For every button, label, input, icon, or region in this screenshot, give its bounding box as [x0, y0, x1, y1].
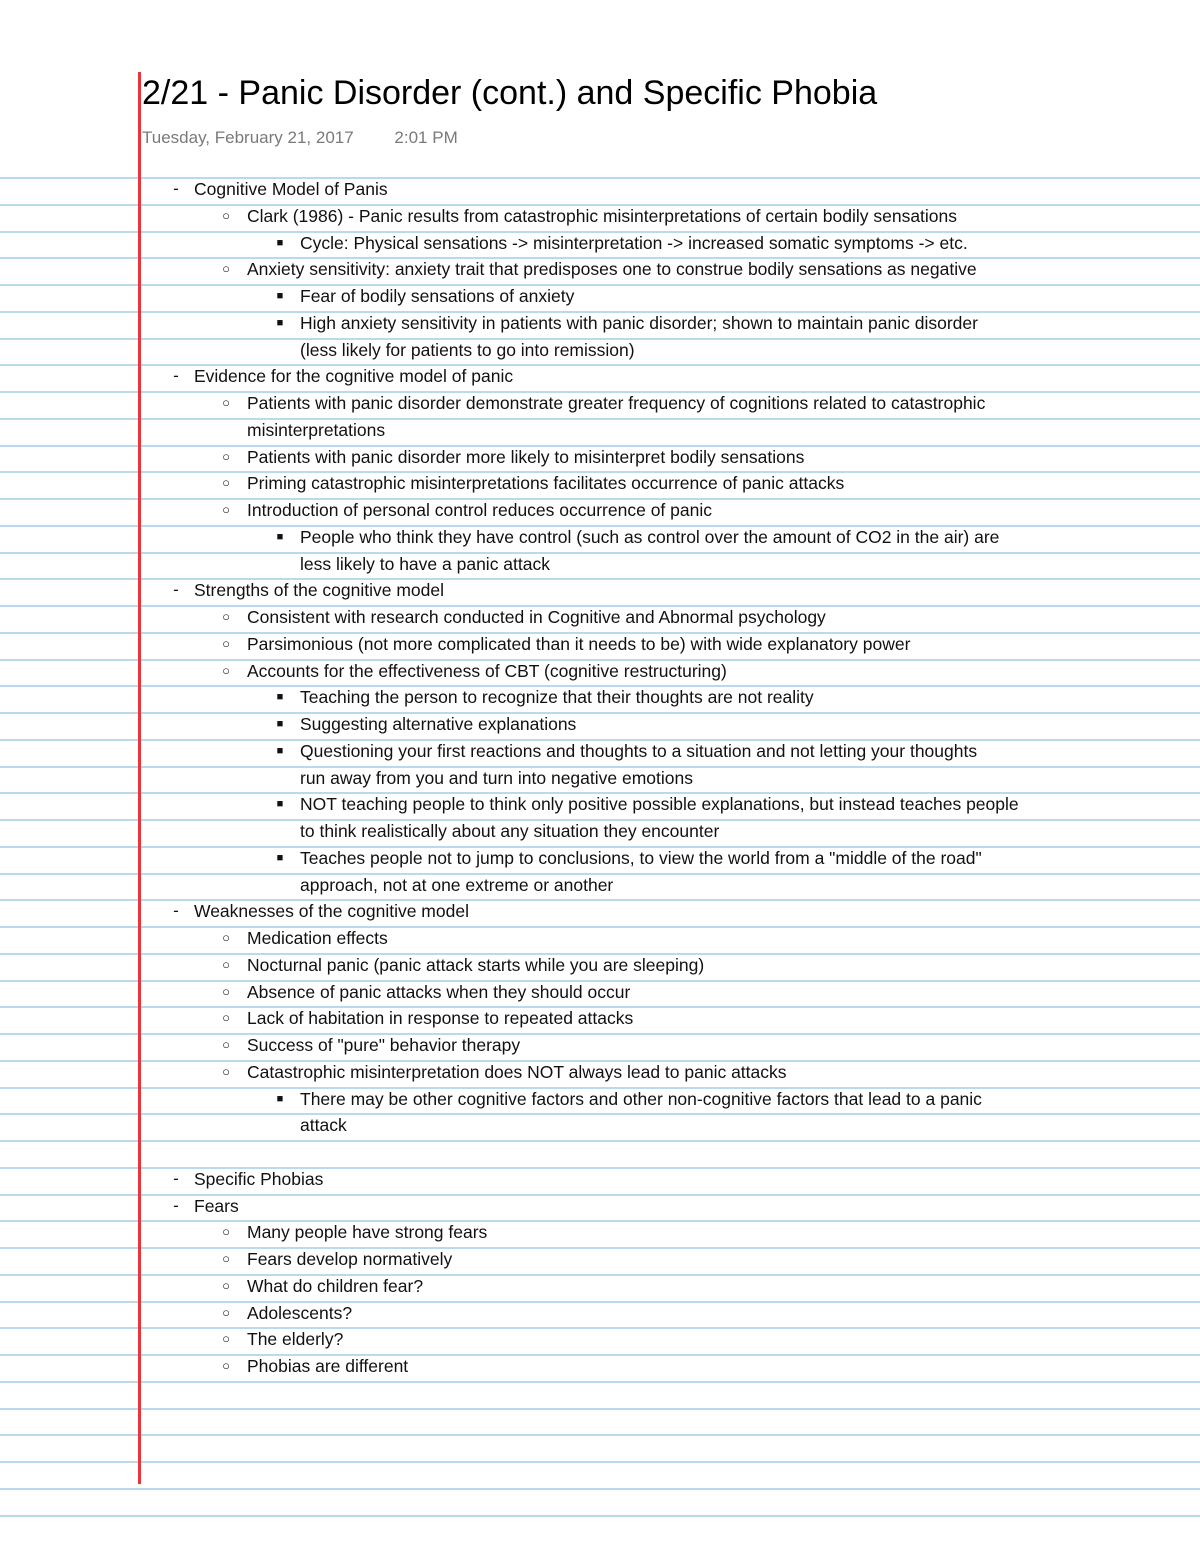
- circle-bullet-icon: ○: [222, 1224, 230, 1240]
- note-line-level-2: approach, not at one extreme or another: [300, 874, 614, 895]
- circle-bullet-icon: ○: [222, 956, 230, 972]
- square-bullet-icon: ■: [276, 798, 284, 811]
- note-line-level-1: Consistent with research conducted in Cognitive and Abnormal psychology: [247, 607, 826, 627]
- circle-bullet-icon: ○: [222, 207, 230, 223]
- note-line-level-0: Fears: [194, 1195, 239, 1216]
- circle-bullet-icon: ○: [222, 502, 230, 517]
- note-line-level-1: Accounts for the effectiveness of CBT (cognitive restructuring): [247, 660, 727, 681]
- note-line-level-2: High anxiety sensitivity in patients with panic disorder; shown to maintain panic disorder: [300, 312, 978, 333]
- note-line-level-2: to think realistically about any situation they encounter: [300, 821, 720, 841]
- note-line-level-1: Patients with panic disorder more likely to misinterpret bodily sensations: [247, 446, 805, 467]
- note-line-level-1: Adolescents?: [247, 1302, 353, 1323]
- square-bullet-icon: ■: [276, 1092, 284, 1105]
- dash-bullet-icon: -: [173, 366, 179, 386]
- note-line-level-2: There may be other cognitive factors and other non-cognitive factors that lead to a panic: [300, 1088, 982, 1109]
- circle-bullet-icon: ○: [222, 1037, 230, 1052]
- note-line-level-1: Introduction of personal control reduces occurrence of panic: [247, 500, 712, 520]
- note-line-level-0: Cognitive Model of Panis: [194, 179, 388, 199]
- note-line-level-2: (less likely for patients to go into remission): [300, 339, 635, 360]
- circle-bullet-icon: ○: [222, 1277, 230, 1293]
- note-line-level-1: What do children fear?: [247, 1275, 424, 1296]
- circle-bullet-icon: ○: [222, 635, 230, 651]
- note-line-level-2: Suggesting alternative explanations: [300, 714, 577, 734]
- note-line-level-1: Medication effects: [247, 928, 388, 948]
- note-line-level-1: Parsimonious (not more complicated than it needs to be) with wide explanatory power: [247, 633, 911, 654]
- square-bullet-icon: ■: [276, 718, 284, 730]
- note-line-level-2: Cycle: Physical sensations -> misinterpretation -> increased somatic symptoms -> etc.: [300, 232, 968, 253]
- circle-bullet-icon: ○: [222, 930, 230, 945]
- dash-bullet-icon: -: [173, 1195, 179, 1215]
- dash-bullet-icon: -: [173, 1168, 179, 1188]
- note-line-level-1: Clark (1986) - Panic results from catastrophic misinterpretations of certain bodily sensations: [247, 205, 958, 226]
- note-line-level-1: Priming catastrophic misinterpretations facilitates occurrence of panic attacks: [247, 473, 845, 494]
- dash-bullet-icon: -: [173, 580, 179, 600]
- square-bullet-icon: ■: [276, 316, 284, 329]
- circle-bullet-icon: ○: [222, 662, 230, 678]
- square-bullet-icon: ■: [276, 290, 284, 302]
- circle-bullet-icon: ○: [222, 1010, 230, 1026]
- note-line-level-0: Specific Phobias: [194, 1168, 324, 1189]
- note-line-level-2: Fear of bodily sensations of anxiety: [300, 286, 575, 306]
- circle-bullet-icon: ○: [222, 1304, 230, 1320]
- circle-bullet-icon: ○: [222, 395, 230, 410]
- note-line-level-2: run away from you and turn into negative emotions: [300, 767, 693, 788]
- dash-bullet-icon: -: [173, 179, 179, 198]
- note-line-level-2: NOT teaching people to think only positive possible explanations, but instead teaches people: [300, 794, 1019, 815]
- note-line-level-0: Evidence for the cognitive model of panic: [194, 366, 514, 387]
- note-line-level-1: Nocturnal panic (panic attack starts while you are sleeping): [247, 954, 705, 975]
- note-time: 2:01 PM: [394, 128, 458, 147]
- square-bullet-icon: ■: [276, 530, 284, 543]
- circle-bullet-icon: ○: [222, 1331, 230, 1347]
- circle-bullet-icon: ○: [222, 448, 230, 464]
- note-line-level-2: attack: [300, 1115, 347, 1136]
- note-line-level-1: Patients with panic disorder demonstrate greater frequency of cognitions related to catastrophic: [247, 393, 986, 413]
- circle-bullet-icon: ○: [222, 609, 230, 624]
- square-bullet-icon: ■: [276, 851, 284, 864]
- note-line-level-2: less likely to have a panic attack: [300, 553, 550, 574]
- note-line-level-2: People who think they have control (such as control over the amount of CO2 in the air) are: [300, 526, 1000, 547]
- page-title: 2/21 - Panic Disorder (cont.) and Specific Phobia: [142, 74, 878, 112]
- note-line-level-1: The elderly?: [247, 1329, 344, 1350]
- square-bullet-icon: ■: [276, 691, 284, 704]
- note-line-level-1: Success of "pure" behavior therapy: [247, 1035, 521, 1055]
- note-date: Tuesday, February 21, 2017: [142, 128, 354, 147]
- note-line-level-1: Catastrophic misinterpretation does NOT always lead to panic attacks: [247, 1061, 787, 1082]
- note-line-level-1: Lack of habitation in response to repeated attacks: [247, 1008, 634, 1029]
- note-line-level-1: Many people have strong fears: [247, 1222, 488, 1243]
- square-bullet-icon: ■: [276, 744, 284, 757]
- circle-bullet-icon: ○: [222, 1251, 230, 1266]
- note-line-level-1: Phobias are different: [247, 1356, 409, 1376]
- note-line-level-2: Questioning your first reactions and thoughts to a situation and not letting your thoughts: [300, 740, 978, 761]
- circle-bullet-icon: ○: [222, 475, 230, 491]
- note-line-level-1: Anxiety sensitivity: anxiety trait that predisposes one to construe bodily sensations as negative: [247, 259, 977, 280]
- circle-bullet-icon: ○: [222, 261, 230, 277]
- note-line-level-0: Strengths of the cognitive model: [194, 580, 445, 601]
- note-line-level-2: Teaches people not to jump to conclusions, to view the world from a "middle of the road": [300, 847, 982, 868]
- note-line-level-1: Fears develop normatively: [247, 1249, 453, 1269]
- note-line-level-2: Teaching the person to recognize that their thoughts are not reality: [300, 687, 814, 708]
- note-line-level-0: Weaknesses of the cognitive model: [194, 901, 469, 922]
- square-bullet-icon: ■: [276, 236, 284, 249]
- dash-bullet-icon: -: [173, 901, 179, 921]
- circle-bullet-icon: ○: [222, 983, 230, 999]
- circle-bullet-icon: ○: [222, 1063, 230, 1079]
- note-line-level-1: Absence of panic attacks when they should occur: [247, 981, 631, 1002]
- note-line-level-1: misinterpretations: [247, 419, 386, 440]
- circle-bullet-icon: ○: [222, 1358, 230, 1373]
